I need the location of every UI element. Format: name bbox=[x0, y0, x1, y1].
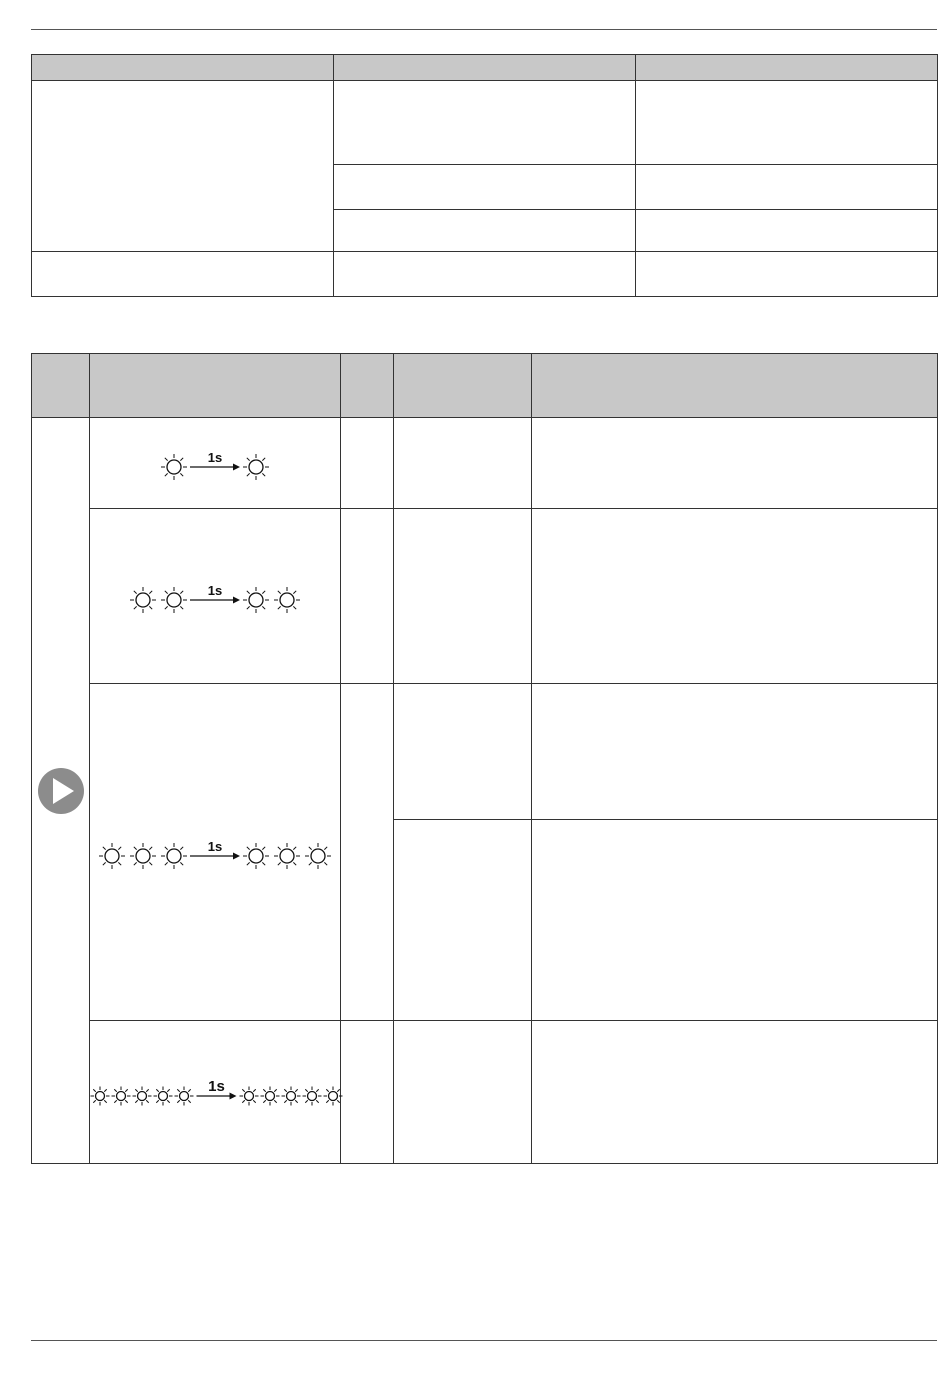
blinking-led-icon bbox=[130, 587, 156, 613]
led-pattern-cell bbox=[90, 1021, 341, 1164]
header-cell bbox=[32, 354, 90, 418]
interval-label: 1s bbox=[208, 1078, 225, 1095]
interval-label: 1s bbox=[207, 839, 223, 854]
blinking-led-icon bbox=[154, 1087, 173, 1106]
header-cell bbox=[90, 354, 341, 418]
blinking-led-icon bbox=[99, 843, 125, 869]
blinking-led-icon bbox=[91, 1087, 110, 1106]
table-cell bbox=[636, 165, 938, 210]
table-cell bbox=[532, 1021, 938, 1164]
table-cell bbox=[334, 210, 636, 252]
table-cell bbox=[394, 509, 532, 684]
interval-label: 1s bbox=[207, 583, 223, 598]
table-cell bbox=[394, 418, 532, 509]
interval-label: 1s bbox=[207, 450, 223, 465]
table-cell bbox=[532, 820, 938, 1021]
table-cell bbox=[334, 165, 636, 210]
led-blink-pattern-5 bbox=[90, 1070, 343, 1114]
led-blink-pattern-1 bbox=[160, 441, 270, 485]
table-cell bbox=[532, 509, 938, 684]
table-header-row bbox=[32, 55, 938, 81]
table-cell bbox=[341, 509, 394, 684]
table-cell bbox=[341, 684, 394, 1021]
table-row bbox=[32, 1021, 938, 1164]
header-cell bbox=[334, 55, 636, 81]
top-table bbox=[31, 54, 938, 297]
table-row bbox=[32, 418, 938, 509]
led-blink-pattern-2 bbox=[129, 574, 301, 618]
table-cell bbox=[636, 252, 938, 297]
blinking-led-icon bbox=[274, 843, 300, 869]
table-cell bbox=[341, 1021, 394, 1164]
blinking-led-icon bbox=[274, 587, 300, 613]
table-cell bbox=[636, 81, 938, 165]
bottom-rule bbox=[31, 1340, 937, 1341]
blinking-led-icon bbox=[133, 1087, 152, 1106]
blinking-led-icon bbox=[282, 1087, 301, 1106]
table-row bbox=[32, 81, 938, 165]
table-cell bbox=[636, 210, 938, 252]
blinking-led-icon bbox=[243, 843, 269, 869]
led-pattern-cell bbox=[90, 418, 341, 509]
blinking-led-icon bbox=[161, 454, 187, 480]
table-row bbox=[32, 252, 938, 297]
blinking-led-icon bbox=[243, 587, 269, 613]
table-cell bbox=[532, 684, 938, 820]
table-cell bbox=[334, 252, 636, 297]
blinking-led-icon bbox=[324, 1087, 343, 1106]
led-table bbox=[31, 353, 938, 1164]
blinking-led-icon bbox=[240, 1087, 259, 1106]
table-row bbox=[32, 509, 938, 684]
top-rule bbox=[31, 29, 937, 30]
table-cell bbox=[394, 820, 532, 1021]
table-cell bbox=[394, 684, 532, 820]
table-cell bbox=[394, 1021, 532, 1164]
blinking-led-icon bbox=[305, 843, 331, 869]
table-row bbox=[32, 684, 938, 820]
blinking-led-icon bbox=[130, 843, 156, 869]
led-pattern-cell bbox=[90, 509, 341, 684]
table-cell bbox=[341, 418, 394, 509]
led-blink-pattern-3 bbox=[98, 830, 332, 874]
blinking-led-icon bbox=[243, 454, 269, 480]
led-pattern-cell bbox=[90, 684, 341, 1021]
header-cell bbox=[32, 55, 334, 81]
blinking-led-icon bbox=[261, 1087, 280, 1106]
blinking-led-icon bbox=[161, 587, 187, 613]
table-header-row bbox=[32, 354, 938, 418]
blinking-led-icon bbox=[303, 1087, 322, 1106]
table-cell bbox=[532, 418, 938, 509]
header-cell bbox=[636, 55, 938, 81]
blinking-led-icon bbox=[161, 843, 187, 869]
header-cell bbox=[394, 354, 532, 418]
blinking-led-icon bbox=[112, 1087, 131, 1106]
blinking-led-icon bbox=[175, 1087, 194, 1106]
play-circle-icon bbox=[37, 767, 85, 815]
table-cell bbox=[32, 418, 90, 1164]
table-cell bbox=[32, 252, 334, 297]
table-cell bbox=[334, 81, 636, 165]
table-cell bbox=[32, 81, 334, 252]
header-cell bbox=[532, 354, 938, 418]
header-cell bbox=[341, 354, 394, 418]
